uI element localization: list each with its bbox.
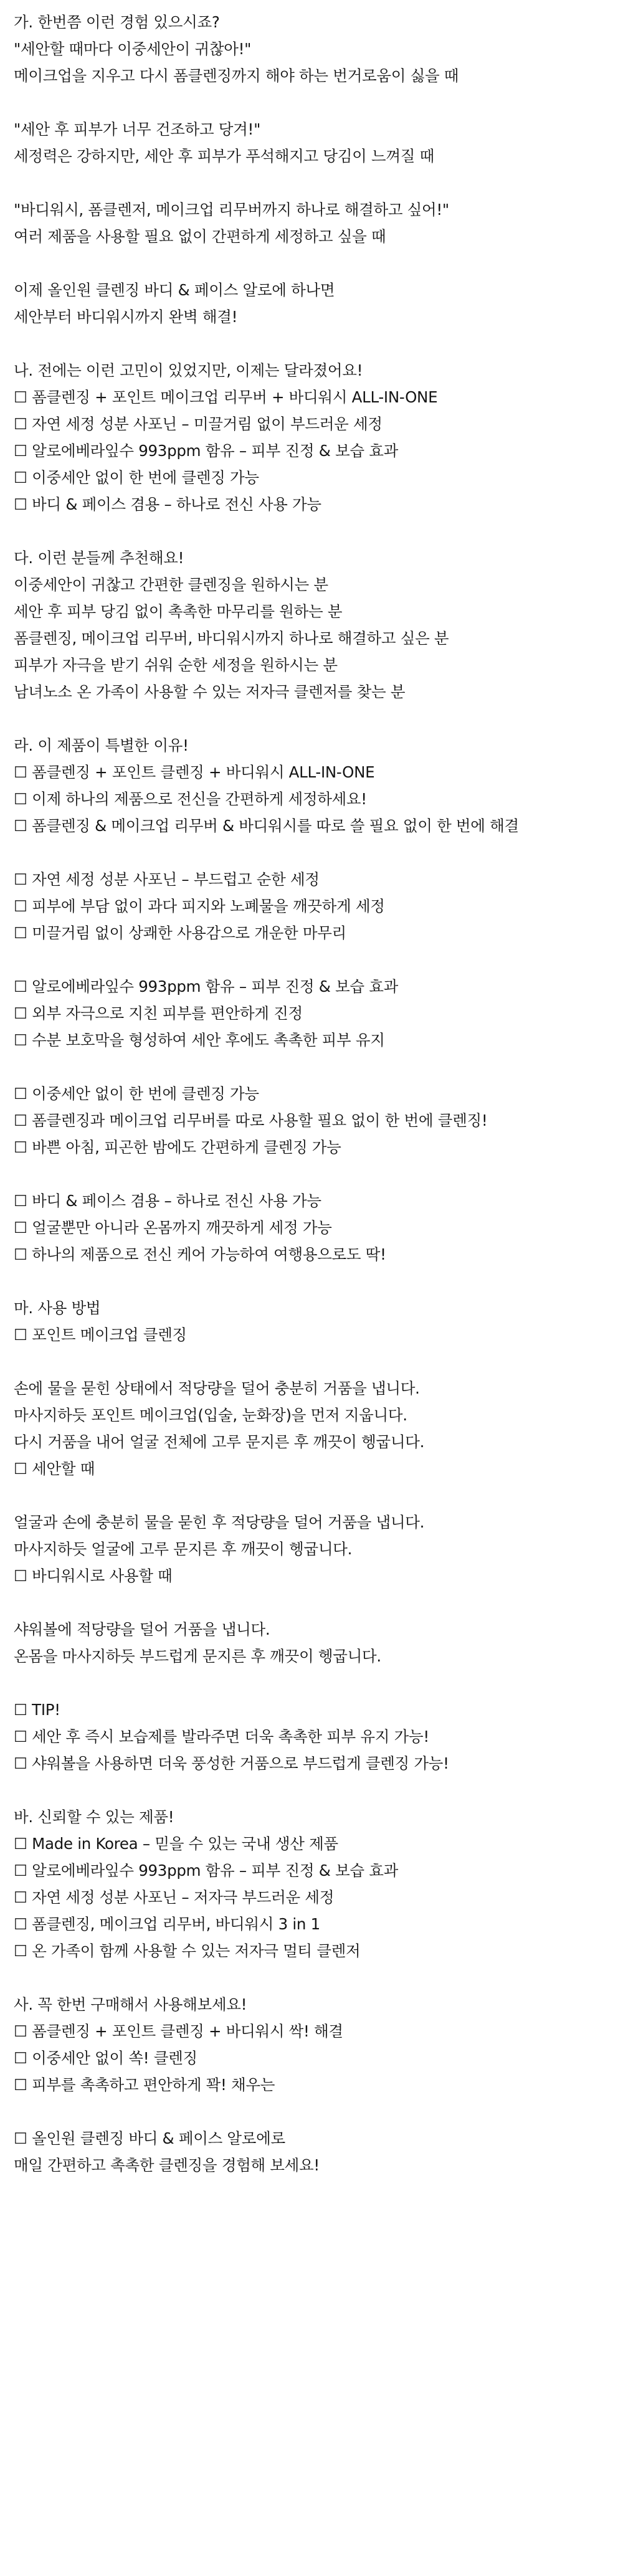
text-line: ☐ 폼클렌징, 메이크업 리무버, 바디워시 3 in 1	[14, 1915, 320, 1933]
text-line: 세정력은 강하지만, 세안 후 피부가 푸석해지고 당김이 느껴질 때	[14, 147, 434, 165]
text-line: ☐ 온 가족이 함께 사용할 수 있는 저자극 멀티 클렌저	[14, 1942, 361, 1960]
text-line: ☐ 이중세안 없이 한 번에 클렌징 가능	[14, 1085, 259, 1103]
text-line: ☐ TIP!	[14, 1701, 60, 1719]
blank-line	[14, 89, 623, 116]
text-line: 마사지하듯 포인트 메이크업(입술, 눈화장)을 먼저 지웁니다.	[14, 1406, 407, 1424]
text-line: ☐ 이중세안 없이 쏙! 클렌징	[14, 2049, 197, 2067]
text-line: ☐ 바디워시로 사용할 때	[14, 1567, 173, 1585]
section-heading: 가. 한번쯤 이런 경험 있으시죠?	[14, 13, 220, 31]
blank-line	[14, 1670, 623, 1696]
blank-line	[14, 1268, 623, 1295]
text-line: ☐ 자연 세정 성분 사포닌 – 미끌거림 없이 부드러운 세정	[14, 415, 383, 433]
text-line: ☐ 피부를 촉촉하고 편안하게 꽉! 채우는	[14, 2076, 275, 2094]
text-line: ☐ 폼클렌징 + 포인트 메이크업 리무버 + 바디워시 ALL-IN-ONE	[14, 388, 438, 406]
text-line: ☐ 샤워볼을 사용하면 더욱 풍성한 거품으로 부드럽게 클렌징 가능!	[14, 1754, 449, 1772]
blank-line	[14, 1161, 623, 1187]
section-heading: 마. 사용 방법	[14, 1299, 101, 1317]
text-line: ☐ 폼클렌징 + 포인트 클렌징 + 바디워시 싹! 해결	[14, 2022, 343, 2040]
text-line: 매일 간편하고 촉촉한 클렌징을 경험해 보세요!	[14, 2156, 320, 2174]
text-line: 여러 제품을 사용할 필요 없이 간편하게 세정하고 싶을 때	[14, 227, 386, 245]
blank-line	[14, 2098, 623, 2125]
section-heading: 사. 꼭 한번 구매해서 사용해보세요!	[14, 1995, 247, 2013]
section-heading: 다. 이런 분들께 추천해요!	[14, 549, 184, 567]
text-line: ☐ 피부에 부담 없이 과다 피지와 노폐물을 깨끗하게 세정	[14, 897, 385, 915]
text-line: ☐ Made in Korea – 믿을 수 있는 국내 생산 제품	[14, 1835, 338, 1853]
blank-line	[14, 1348, 623, 1375]
blank-line	[14, 1777, 623, 1804]
blank-line	[14, 1482, 623, 1509]
text-line: 손에 물을 묻힌 상태에서 적당량을 덜어 충분히 거품을 냅니다.	[14, 1379, 420, 1397]
text-line: ☐ 폼클렌징과 메이크업 리무버를 따로 사용할 필요 없이 한 번에 클렌징!	[14, 1111, 488, 1129]
text-line: ☐ 포인트 메이크업 클렌징	[14, 1326, 187, 1344]
text-line: 온몸을 마사지하듯 부드럽게 문지른 후 깨끗이 헹굽니다.	[14, 1647, 381, 1665]
text-line: 남녀노소 온 가족이 사용할 수 있는 저자극 클렌저를 찾는 분	[14, 683, 406, 701]
text-line: "바디워시, 폼클렌저, 메이크업 리무버까지 하나로 해결하고 싶어!"	[14, 201, 449, 219]
text-line: 메이크업을 지우고 다시 폼클렌징까지 해야 하는 번거로움이 싫을 때	[14, 67, 459, 85]
text-line: ☐ 이제 하나의 제품으로 전신을 간편하게 세정하세요!	[14, 790, 367, 808]
section-heading: 나. 전에는 이런 고민이 있었지만, 이제는 달라졌어요!	[14, 361, 363, 379]
section-heading: 라. 이 제품이 특별한 이유!	[14, 736, 189, 754]
blank-line	[14, 705, 623, 732]
text-line: 샤워볼에 적당량을 덜어 거품을 냅니다.	[14, 1620, 270, 1638]
text-line: ☐ 바디 & 페이스 겸용 – 하나로 전신 사용 가능	[14, 1192, 321, 1210]
blank-line	[14, 1053, 623, 1080]
text-line: ☐ 세안할 때	[14, 1460, 95, 1478]
text-line: 얼굴과 손에 충분히 물을 묻힌 후 적당량을 덜어 거품을 냅니다.	[14, 1513, 425, 1531]
text-line: 폼클렌징, 메이크업 리무버, 바디워시까지 하나로 해결하고 싶은 분	[14, 629, 449, 647]
text-line: ☐ 바쁜 아침, 피곤한 밤에도 간편하게 클렌징 가능	[14, 1138, 341, 1156]
text-line: ☐ 바디 & 페이스 겸용 – 하나로 전신 사용 가능	[14, 495, 321, 513]
text-line: ☐ 알로에베라잎수 993ppm 함유 – 피부 진정 & 보습 효과	[14, 442, 398, 460]
text-line: ☐ 알로에베라잎수 993ppm 함유 – 피부 진정 & 보습 효과	[14, 977, 398, 996]
text-line: ☐ 자연 세정 성분 사포닌 – 저자극 부드러운 세정	[14, 1888, 335, 1906]
text-line: 세안 후 피부 당김 없이 촉촉한 마무리를 원하는 분	[14, 602, 343, 620]
text-line: 피부가 자극을 받기 쉬워 순한 세정을 원하시는 분	[14, 656, 338, 674]
text-line: 다시 거품을 내어 얼굴 전체에 고루 문지른 후 깨끗이 헹굽니다.	[14, 1433, 425, 1451]
text-line: ☐ 폼클렌징 & 메이크업 리무버 & 바디워시를 따로 쓸 필요 없이 한 번에 해결	[14, 817, 519, 835]
blank-line	[14, 518, 623, 544]
text-line: 마사지하듯 얼굴에 고루 문지른 후 깨끗이 헹굽니다.	[14, 1540, 353, 1558]
text-line: ☐ 자연 세정 성분 사포닌 – 부드럽고 순한 세정	[14, 870, 320, 888]
text-line: "세안 후 피부가 너무 건조하고 당겨!"	[14, 120, 261, 138]
blank-line	[14, 839, 623, 866]
blank-line	[14, 250, 623, 277]
text-line: ☐ 미끌거림 없이 상쾌한 사용감으로 개운한 마무리	[14, 924, 346, 942]
section-heading: 바. 신뢰할 수 있는 제품!	[14, 1808, 174, 1826]
blank-line	[14, 330, 623, 357]
text-line: "세안할 때마다 이중세안이 귀찮아!"	[14, 40, 252, 58]
text-line: ☐ 이중세안 없이 한 번에 클렌징 가능	[14, 468, 259, 487]
blank-line	[14, 1964, 623, 1991]
text-line: ☐ 올인원 클렌징 바디 & 페이스 알로에로	[14, 2129, 285, 2147]
text-line: ☐ 하나의 제품으로 전신 케어 가능하여 여행용으로도 딱!	[14, 1245, 386, 1263]
text-line: ☐ 외부 자극으로 지친 피부를 편안하게 진정	[14, 1004, 303, 1022]
text-line: ☐ 폼클렌징 + 포인트 클렌징 + 바디워시 ALL-IN-ONE	[14, 763, 375, 781]
text-line: ☐ 수분 보호막을 형성하여 세안 후에도 촉촉한 피부 유지	[14, 1031, 385, 1049]
text-line: 이중세안이 귀찮고 간편한 클렌징을 원하시는 분	[14, 576, 328, 594]
text-line: 세안부터 바디워시까지 완벽 해결!	[14, 308, 238, 326]
blank-line	[14, 946, 623, 973]
text-line: ☐ 얼굴뿐만 아니라 온몸까지 깨끗하게 세정 가능	[14, 1219, 332, 1237]
blank-line	[14, 169, 623, 196]
text-line: ☐ 세안 후 즉시 보습제를 발라주면 더욱 촉촉한 피부 유지 가능!	[14, 1728, 429, 1746]
text-line: ☐ 알로에베라잎수 993ppm 함유 – 피부 진정 & 보습 효과	[14, 1861, 398, 1880]
blank-line	[14, 1589, 623, 1616]
text-line: 이제 올인원 클렌징 바디 & 페이스 알로에 하나면	[14, 281, 335, 299]
